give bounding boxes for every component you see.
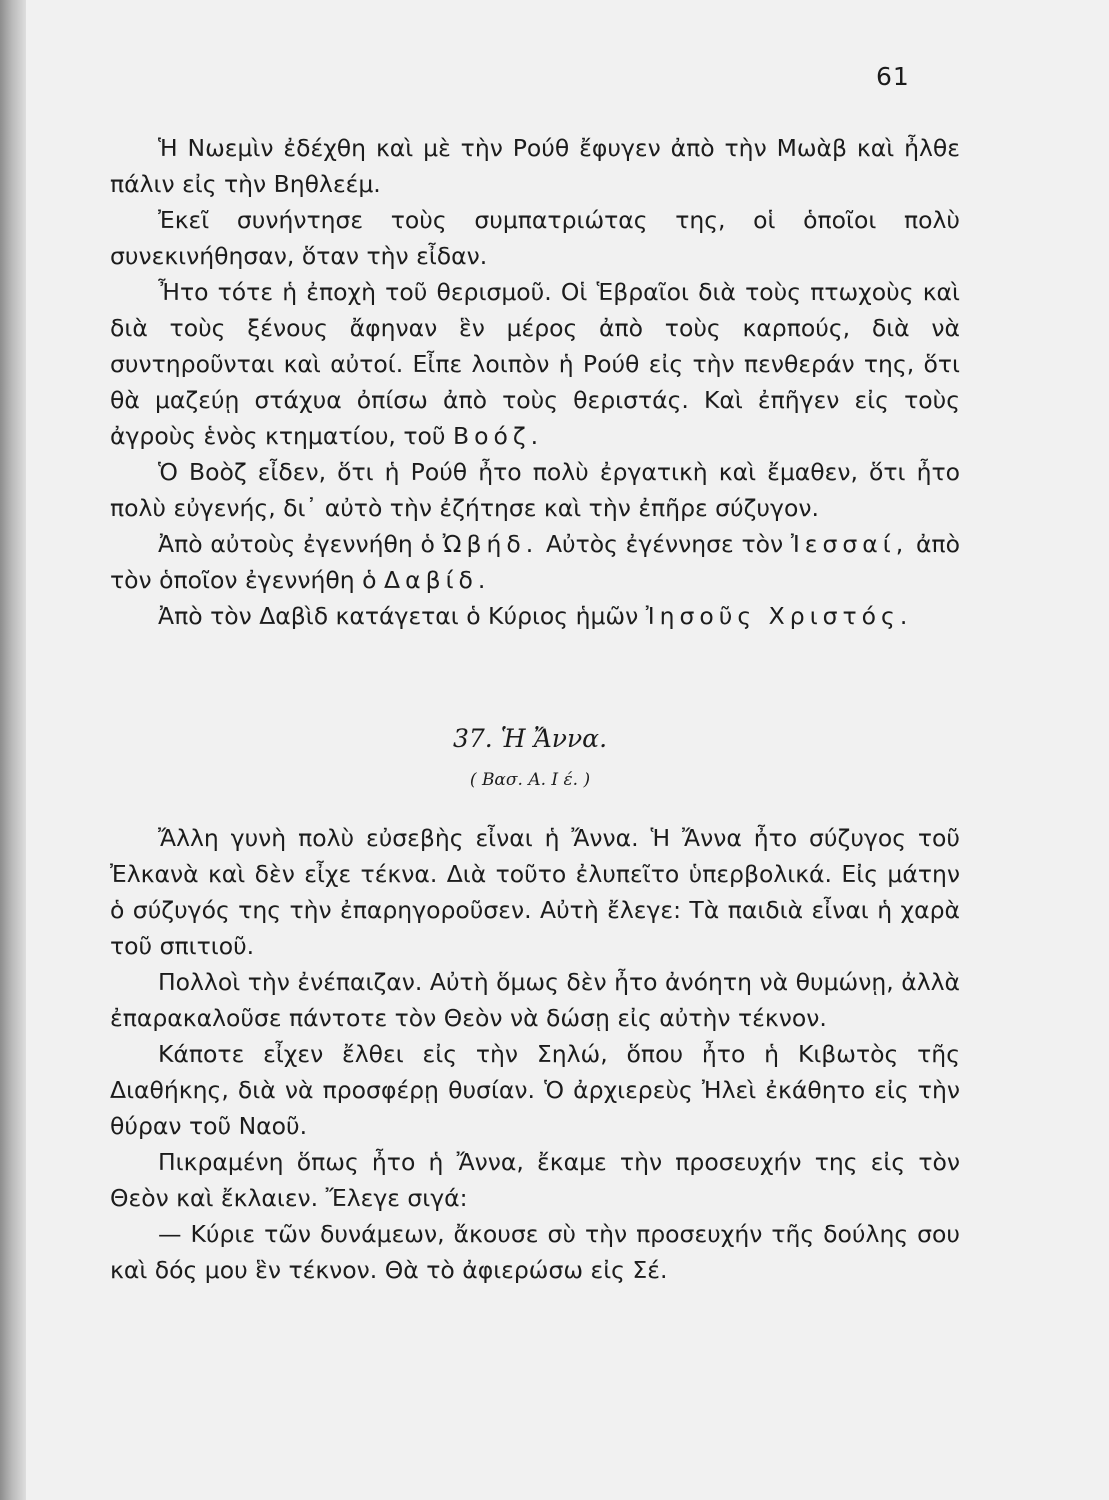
ruth-story-text <box>110 130 960 634</box>
paragraph: Κάποτε εἶχεν ἔλθει εἰς τὴν Σηλώ, ὅπου ἦτο ἡ Κιβωτὸς τῆς Διαθήκης, διὰ νὰ προσφέρῃ θυσίαν. Ὁ ἀρχιερεὺς Ἠλεὶ ἐκάθητο εἰς τὴν θύραν τοῦ Ναοῦ. <box>110 1040 960 1140</box>
book-spine-shadow <box>0 0 26 1500</box>
paragraph: Ἀπὸ τὸν Δαβὶδ κατάγεται ὁ Κύριος ἡμῶν Ἰησοῦς Χριστός. <box>158 602 913 630</box>
paragraph: Ἡ Νωεμὶν ἐδέχθη καὶ μὲ τὴν Ρούθ ἔφυγεν ἀπὸ τὴν Μωὰβ καὶ ἦλθε πάλιν εἰς τὴν Βηθλεέμ. <box>110 134 960 198</box>
paragraph: Ἄλλη γυνὴ πολὺ εὐσεβὴς εἶναι ἡ Ἄννα. Ἡ Ἄννα ἦτο σύζυγος τοῦ Ἐλκανὰ καὶ δὲν εἶχε τέκνα. Διὰ τοῦτο ἐλυπεῖτο ὑπερβολικά. Εἰς μάτην ὁ σύζυγός της τὴν ἐπαρηγοροῦσεν. Αὐτὴ ἔλεγε: Τὰ παιδιὰ εἶναι ἡ χαρὰ τοῦ σπιτιοῦ. <box>110 824 960 960</box>
paragraph: Ὁ Βοὸζ εἶδεν, ὅτι ἡ Ρούθ ἦτο πολὺ ἐργατικὴ καὶ ἔμαθεν, ὅτι ἦτο πολὺ εὐγενής, δι᾽ αὐτὸ τὴν ἐζήτησε καὶ τὴν ἐπῆρε σύζυγον. <box>110 458 960 522</box>
paragraph: Ἦτο τότε ἡ ἐποχὴ τοῦ θερισμοῦ. Οἱ Ἑβραῖοι διὰ τοὺς πτωχοὺς καὶ διὰ τοὺς ξένους ἄφηναν ἓν μέρος ἀπὸ τοὺς καρπούς, διὰ νὰ συντηροῦνται καὶ αὐτοί. Εἶπε λοιπὸν ἡ Ρούθ εἰς τὴν πενθεράν της, ὅτι θὰ μαζεύῃ στάχυα ὀπίσω ἀπὸ τοὺς θεριστάς. Καὶ ἐπῆγεν εἰς τοὺς ἀγροὺς ἑνὸς κτηματίου, τοῦ Βοόζ. <box>110 278 960 450</box>
spaced-name: Βοόζ. <box>452 422 544 450</box>
spaced-name: Δαβίδ. <box>384 566 491 594</box>
paragraph: — Κύριε τῶν δυνάμεων, ἄκουσε σὺ τὴν προσευχήν τῆς δούλης σου καὶ δός μου ἓν τέκνον. Θὰ τὸ ἀφιερώσω εἰς Σέ. <box>110 1220 960 1284</box>
page-number: 61 <box>876 62 910 91</box>
chapter-title: 37. Ἡ Ἄννα. <box>452 724 608 753</box>
paragraph: Πολλοὶ τὴν ἐνέπαιζαν. Αὐτὴ ὅμως δὲν ἦτο ἀνόητη νὰ θυμώνῃ, ἀλλὰ ἐπαρακαλοῦσε πάντοτε τὸν Θεὸν νὰ δώσῃ εἰς αὐτὴν τέκνον. <box>110 968 960 1032</box>
paragraph: Πικραμένη ὅπως ἦτο ἡ Ἄννα, ἔκαμε τὴν προσευχήν της εἰς τὸν Θεὸν καὶ ἔκλαιεν. Ἔλεγε σιγά: <box>110 1148 960 1212</box>
paragraph: Ἀπὸ αὐτοὺς ἐγεννήθη ὁ Ὠβήδ. Αὐτὸς ἐγέννησε τὸν Ἰεσσαί, ἀπὸ τὸν ὁποῖον ἐγεννήθη ὁ Δαβίδ. <box>110 530 960 594</box>
spaced-name: Ἰεσσαί, <box>790 530 909 558</box>
paragraph: Ἐκεῖ συνήντησε τοὺς συμπατριώτας της, οἱ ὁποῖοι πολὺ συνεκινήθησαν, ὅταν τὴν εἶδαν. <box>110 206 960 270</box>
spaced-name: Ἰησοῦς Χριστός. <box>645 602 913 630</box>
chapter-reference: ( Βασ. Α. Ι έ. ) <box>469 770 591 790</box>
anna-story-text <box>110 820 960 1288</box>
spaced-name: Ὠβήδ. <box>442 530 539 558</box>
